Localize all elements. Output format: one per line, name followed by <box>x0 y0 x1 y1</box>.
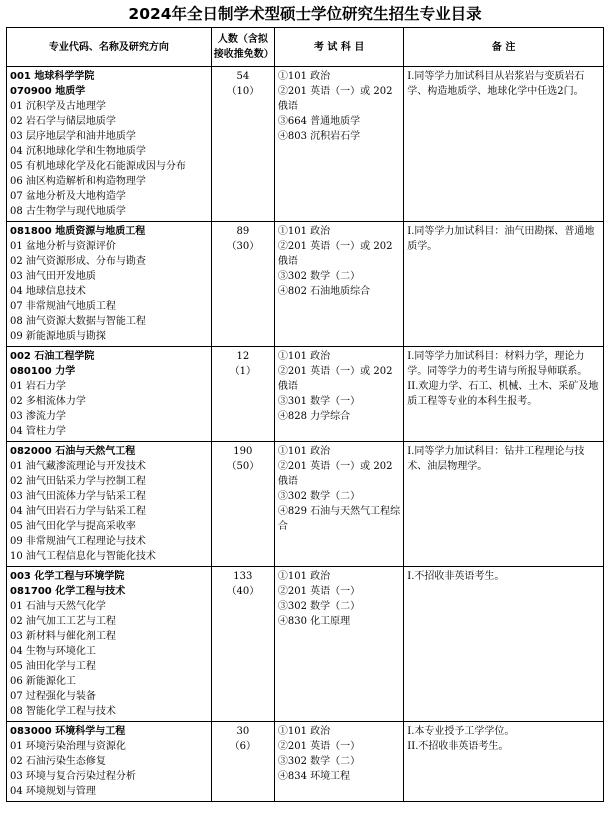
enrollment-count: 190 <box>233 446 253 457</box>
research-direction: 02 油气资源形成、分布与勘查 <box>10 256 146 267</box>
recommended-count: （10） <box>226 86 260 97</box>
research-direction: 09 新能源地质与勘探 <box>10 331 106 342</box>
major-cell <box>7 442 212 567</box>
exam-subject: ④803 沉积岩石学 <box>277 131 361 142</box>
research-direction: 04 沉积地球化学和生物地质学 <box>10 146 146 157</box>
note-cell <box>404 222 604 347</box>
major-cell <box>7 567 212 722</box>
research-direction: 02 多相流体力学 <box>10 396 86 407</box>
count-cell <box>211 442 274 567</box>
count-cell <box>211 567 274 722</box>
catalog-body <box>7 67 604 802</box>
research-direction: 01 沉积学及古地理学 <box>10 101 106 112</box>
recommended-count: （6） <box>229 741 257 752</box>
enrollment-count: 30 <box>236 726 250 737</box>
research-direction: 01 环境污染治理与资源化 <box>10 741 126 752</box>
exam-cell <box>274 567 403 722</box>
research-direction: 05 油田化学与工程 <box>10 661 96 672</box>
note-text: I.本专业授予工学学位。 <box>407 726 515 737</box>
major-cell <box>7 222 212 347</box>
enrollment-count: 54 <box>236 71 250 82</box>
note-cell <box>404 67 604 222</box>
exam-cell <box>274 722 403 802</box>
header-note: 备 注 <box>404 28 604 67</box>
research-direction: 03 油气田流体力学与钻采工程 <box>10 491 146 502</box>
recommended-count: （50） <box>226 461 260 472</box>
exam-subject: ②201 英语（一）或 202 俄语 <box>277 241 393 267</box>
research-direction: 05 油气田化学与提高采收率 <box>10 521 136 532</box>
exam-subject: ③302 数学（二） <box>277 756 361 767</box>
note-cell <box>404 567 604 722</box>
header-count: 人数（含拟接收推免数） <box>211 28 274 67</box>
catalog-table <box>6 27 604 802</box>
major-name: 080100 力学 <box>10 366 76 377</box>
enrollment-count: 133 <box>233 571 253 582</box>
research-direction: 02 岩石学与储层地质学 <box>10 116 116 127</box>
recommended-count: （30） <box>226 241 260 252</box>
header-major: 专业代码、名称及研究方向 <box>7 28 212 67</box>
exam-subject: ②201 英语（一）或 202 俄语 <box>277 86 393 112</box>
count-cell <box>211 347 274 442</box>
table-row <box>7 567 604 722</box>
exam-subject: ③301 数学（一） <box>277 396 361 407</box>
research-direction: 08 智能化学工程与技术 <box>10 706 116 717</box>
table-row <box>7 347 604 442</box>
research-direction: 04 地球信息技术 <box>10 286 86 297</box>
exam-subject: ①101 政治 <box>277 571 331 582</box>
exam-subject: ②201 英语（一）或 202 俄语 <box>277 366 393 392</box>
research-direction: 03 新材料与催化剂工程 <box>10 631 116 642</box>
exam-subject: ④828 力学综合 <box>277 411 351 422</box>
research-direction: 01 盆地分析与资源评价 <box>10 241 116 252</box>
exam-subject: ③664 普通地质学 <box>277 116 361 127</box>
research-direction: 01 岩石力学 <box>10 381 66 392</box>
exam-subject: ④830 化工原理 <box>277 616 351 627</box>
college-name: 002 石油工程学院 <box>10 351 95 362</box>
exam-subject: ①101 政治 <box>277 446 331 457</box>
note-text: I.同等学力加试科目：钻井工程理论与技术、油层物理学。 <box>407 446 585 472</box>
exam-subject: ②201 英语（一） <box>277 741 361 752</box>
research-direction: 03 渗流力学 <box>10 411 66 422</box>
exam-subject: ①101 政治 <box>277 726 331 737</box>
table-row <box>7 722 604 802</box>
count-cell <box>211 67 274 222</box>
note-cell <box>404 347 604 442</box>
major-cell <box>7 347 212 442</box>
exam-cell <box>274 67 403 222</box>
count-cell <box>211 222 274 347</box>
header-exam: 考 试 科 目 <box>274 28 403 67</box>
exam-cell <box>274 222 403 347</box>
research-direction: 07 非常规油气地质工程 <box>10 301 116 312</box>
exam-cell <box>274 442 403 567</box>
research-direction: 02 油气加工工艺与工程 <box>10 616 116 627</box>
table-row <box>7 222 604 347</box>
recommended-count: （40） <box>226 586 260 597</box>
major-name: 081700 化学工程与技术 <box>10 586 126 597</box>
note-text: I.不招收非英语考生。 <box>407 571 505 582</box>
research-direction: 08 油气资源大数据与智能工程 <box>10 316 146 327</box>
research-direction: 09 非常规油气工程理论与技术 <box>10 536 146 547</box>
exam-subject: ③302 数学（二） <box>277 271 361 282</box>
research-direction: 04 油气田岩石力学与钻采工程 <box>10 506 146 517</box>
exam-subject: ③302 数学（二） <box>277 491 361 502</box>
research-direction: 02 油气田钻采力学与控制工程 <box>10 476 146 487</box>
major-cell <box>7 67 212 222</box>
exam-subject: ④834 环境工程 <box>277 771 351 782</box>
header-row <box>7 28 604 67</box>
research-direction: 04 生物与环境化工 <box>10 646 96 657</box>
table-row <box>7 442 604 567</box>
note-text: I.同等学力加试科目：油气田勘探、普通地质学。 <box>407 226 595 252</box>
major-cell <box>7 722 212 802</box>
research-direction: 10 油气工程信息化与智能化技术 <box>10 551 156 562</box>
note-text: I.同等学力加试科目：材料力学，理论力学。同等学力的考生请与所报导师联系。 <box>407 351 588 377</box>
exam-subject: ④802 石油地质综合 <box>277 286 371 297</box>
note-cell <box>404 722 604 802</box>
major-name: 070900 地质学 <box>10 86 86 97</box>
research-direction: 03 环境与复合污染过程分析 <box>10 771 136 782</box>
research-direction: 07 过程强化与装备 <box>10 691 96 702</box>
enrollment-count: 89 <box>236 226 250 237</box>
research-direction: 06 油区构造解析和构造物理学 <box>10 176 146 187</box>
exam-subject: ②201 英语（一） <box>277 586 361 597</box>
research-direction: 06 新能源化工 <box>10 676 76 687</box>
research-direction: 08 古生物学与现代地质学 <box>10 206 126 217</box>
note-cell <box>404 442 604 567</box>
research-direction: 01 石油与天然气化学 <box>10 601 106 612</box>
major-name: 081800 地质资源与地质工程 <box>10 226 146 237</box>
college-name: 001 地球科学学院 <box>10 71 95 82</box>
major-name: 083000 环境科学与工程 <box>10 726 126 737</box>
research-direction: 07 盆地分析及大地构造学 <box>10 191 126 202</box>
exam-subject: ①101 政治 <box>277 71 331 82</box>
table-row <box>7 67 604 222</box>
note-text: II.不招收非英语考生。 <box>407 741 509 752</box>
note-text: II.欢迎力学、石工、机械、土木、采矿及地质工程等专业的本科生报考。 <box>407 381 599 407</box>
research-direction: 01 油气藏渗流理论与开发技术 <box>10 461 146 472</box>
research-direction: 03 油气田开发地质 <box>10 271 96 282</box>
exam-subject: ①101 政治 <box>277 226 331 237</box>
research-direction: 05 有机地球化学及化石能源成因与分布 <box>10 161 186 172</box>
exam-subject: ②201 英语（一）或 202 俄语 <box>277 461 393 487</box>
count-cell <box>211 722 274 802</box>
page-title: 2024年全日制学术型硕士学位研究生招生专业目录 <box>128 5 482 23</box>
research-direction: 03 层序地层学和油井地质学 <box>10 131 136 142</box>
exam-subject: ③302 数学（二） <box>277 601 361 612</box>
major-name: 082000 石油与天然气工程 <box>10 446 136 457</box>
exam-subject: ①101 政治 <box>277 351 331 362</box>
college-name: 003 化学工程与环境学院 <box>10 571 125 582</box>
recommended-count: （1） <box>229 366 257 377</box>
enrollment-count: 12 <box>236 351 250 362</box>
research-direction: 02 石油污染生态修复 <box>10 756 106 767</box>
research-direction: 04 管柱力学 <box>10 426 66 437</box>
exam-subject: ④829 石油与天然气工程综合 <box>277 506 401 532</box>
note-text: I.同等学力加试科目从岩浆岩与变质岩石学、构造地质学、地球化学中任选2门。 <box>407 71 585 97</box>
exam-cell <box>274 347 403 442</box>
research-direction: 04 环境规划与管理 <box>10 786 96 797</box>
